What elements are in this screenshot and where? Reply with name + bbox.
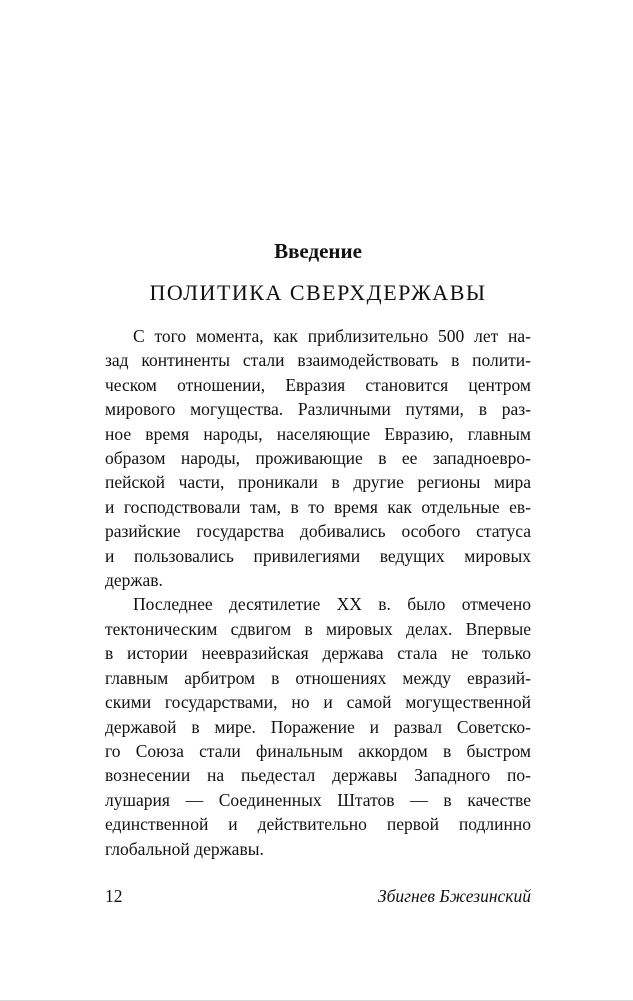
paragraph [105,324,531,592]
text-line: державой в мире. Поражение и развал Советско- [105,716,531,737]
text-line: глобальной державы. [105,838,264,859]
text-line: единственной и действительно первой подлинно [105,814,531,835]
running-author: Збигнев Бжезинский [377,886,531,906]
page-footer [105,884,531,908]
text-line: в истории неевразийская держава стала не только [105,643,531,664]
text-line: мирового могущества. Различными путями, в раз- [105,399,531,420]
text-line: вознесении на пьедестал державы Западного по- [105,765,531,786]
text-line: ное время народы, населяющие Евразию, главным [105,423,531,444]
text-line: Последнее десятилетие XX в. было отмечено [133,594,531,615]
text-line: разийские государства добивались особого статуса [105,521,531,542]
page-number: 12 [105,886,123,906]
text-line: и господствовали там, в то время как отдельные ев- [105,496,531,517]
text-line: и пользовались привилегиями ведущих мировых [105,545,531,566]
text-line: тектоническим сдвигом в мировых делах. Впервые [105,618,531,639]
text-line: главным арбитром в отношениях между евразий- [105,667,531,688]
page-title: ПОЛИТИКА СВЕРХДЕРЖАВЫ [149,280,487,305]
text-line: лушария — Соединенных Штатов — в качестве [105,789,531,810]
text-line: зад континенты стали взаимодействовать в полити- [105,350,531,371]
text-line: ческом отношении, Евразия становится центром [105,374,531,395]
text-line: С того момента, как приблизительно 500 лет на- [133,326,531,346]
paragraph [105,592,531,860]
text-line: го Союза стали финальным аккордом в быстром [105,740,531,761]
text-line: пейской части, проникали в другие регионы мира [105,472,531,493]
body-text [105,324,531,861]
text-line: образом народы, проживающие в ее западноевро- [105,448,531,469]
chapter-label: Введение [274,239,362,263]
text-line: держав. [105,570,163,591]
text-line: скими государствами, но и самой могущественной [105,692,531,713]
page-content [105,238,531,861]
